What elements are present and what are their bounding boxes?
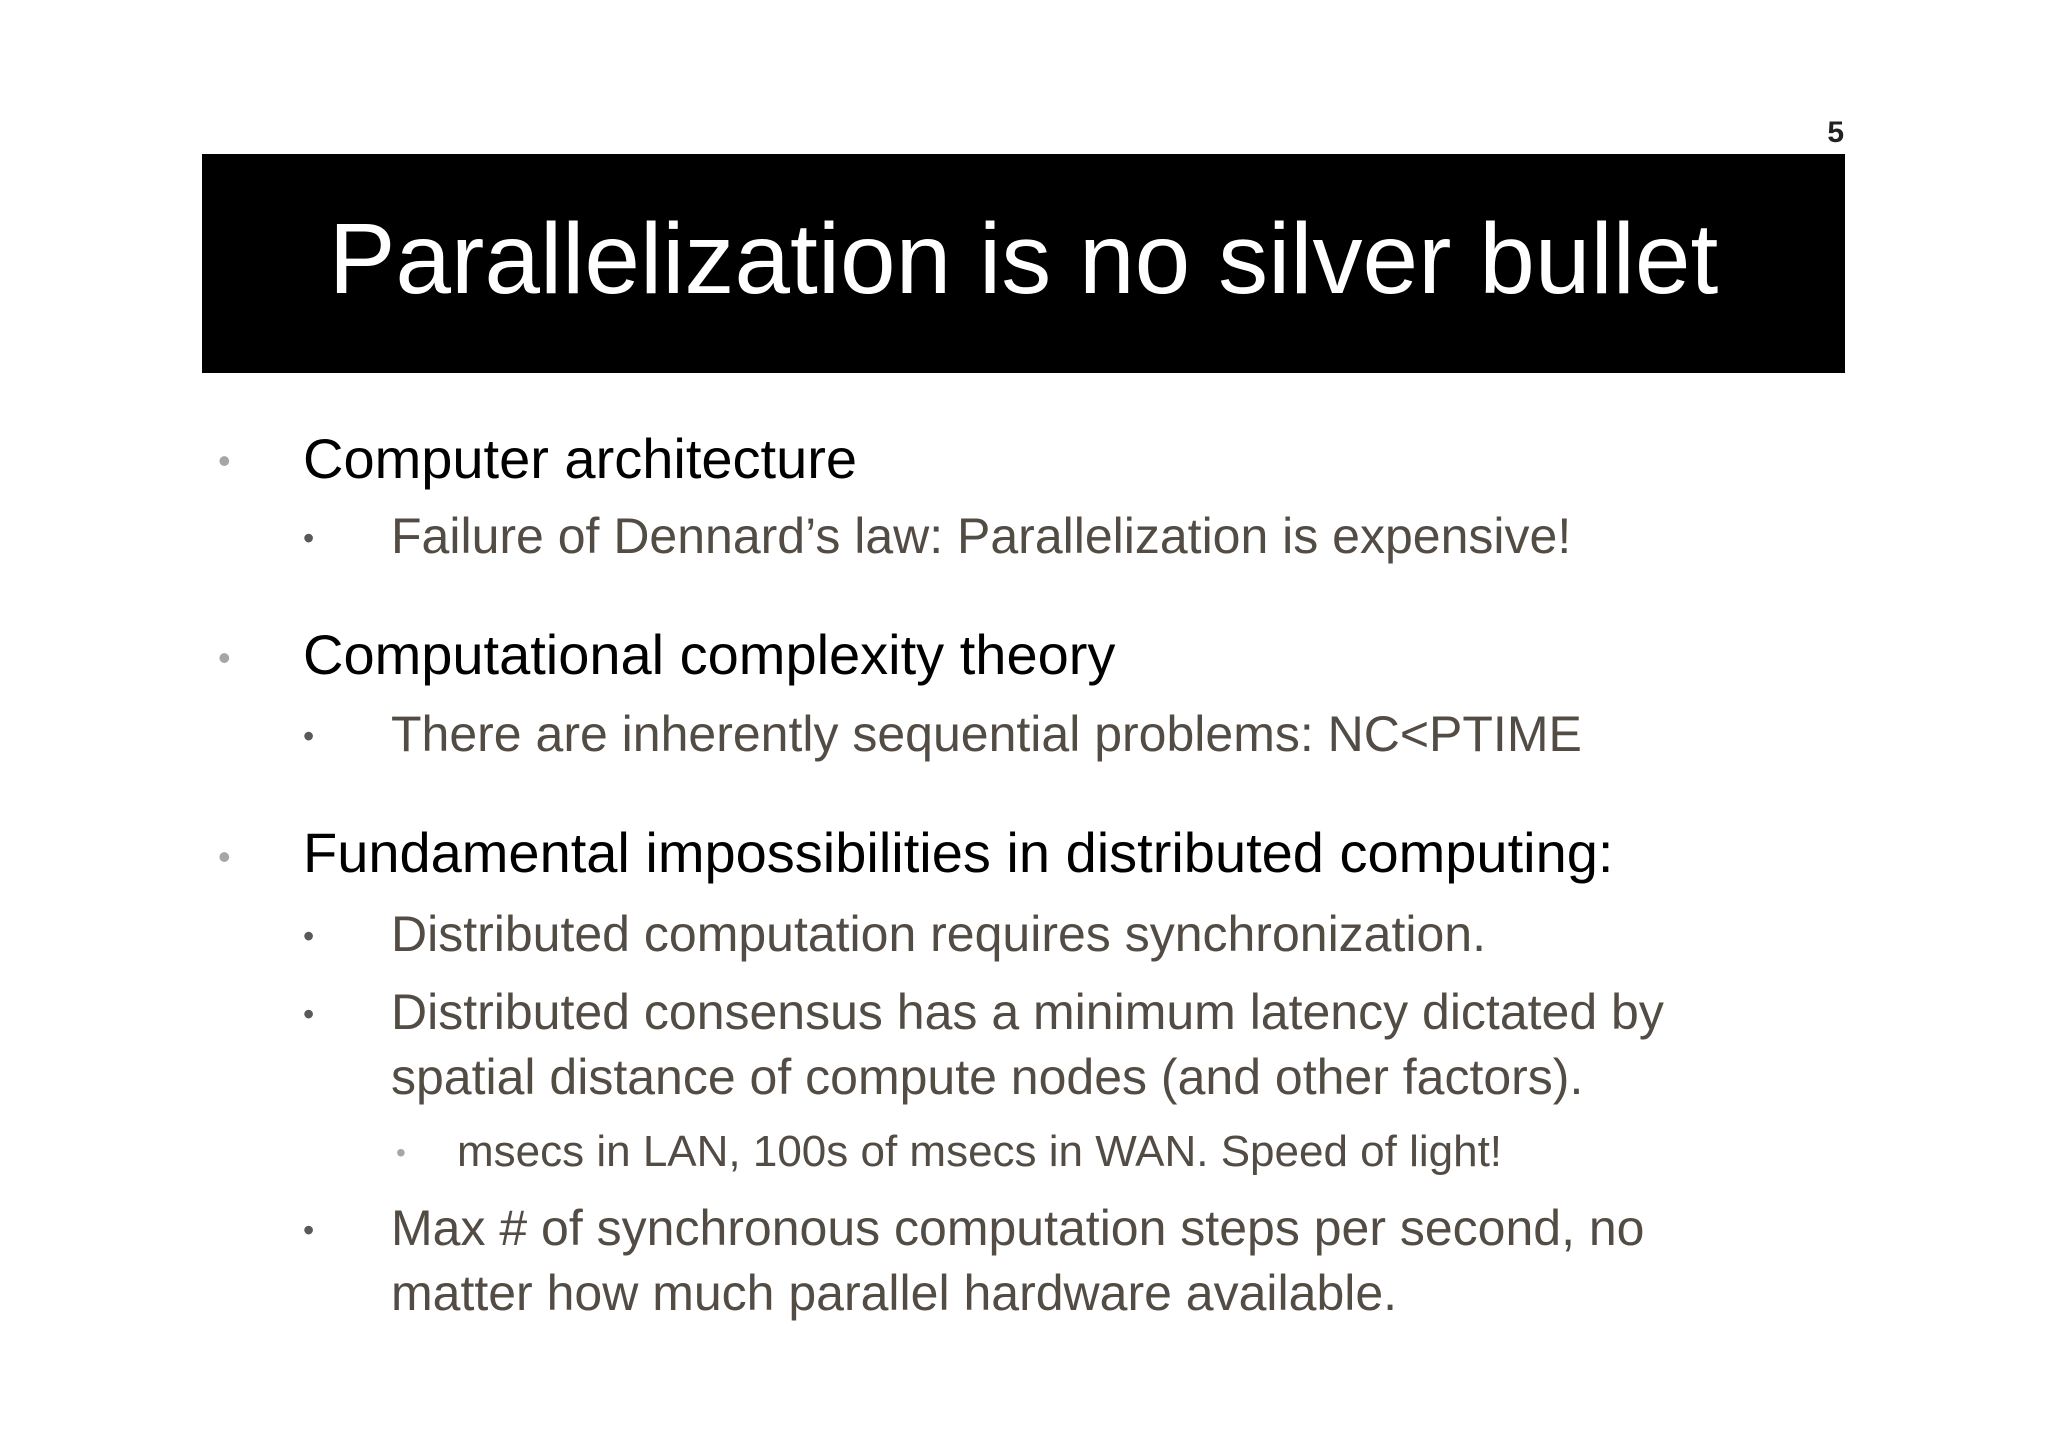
section-heading: Computational complexity theory — [303, 623, 1116, 686]
item-text: Distributed computation requires synchronization. — [391, 906, 1486, 962]
section-bullet: • — [218, 440, 231, 481]
item-text: There are inherently sequential problems: NC<PTIME — [391, 706, 1582, 762]
item-text: Failure of Dennard’s law: Parallelization is expensive! — [391, 508, 1572, 564]
section-heading: Computer architecture — [303, 427, 858, 490]
item-bullet: • — [303, 718, 315, 754]
sub-item-bullet: • — [396, 1137, 406, 1168]
item-bullet: • — [303, 1212, 315, 1248]
item-text: Max # of synchronous computation steps per second, no — [391, 1200, 1645, 1256]
sub-item-text: msecs in LAN, 100s of msecs in WAN. Speed of light! — [457, 1127, 1503, 1176]
item-text-continued: matter how much parallel hardware available. — [391, 1265, 1398, 1321]
slide-title: Parallelization is no silver bullet — [328, 202, 1719, 315]
section-heading: Fundamental impossibilities in distributed computing: — [303, 821, 1614, 884]
item-text-continued: spatial distance of compute nodes (and other factors). — [391, 1049, 1584, 1105]
item-bullet: • — [303, 996, 315, 1032]
page-number: 5 — [1827, 116, 1844, 149]
section-bullet: • — [218, 836, 231, 877]
item-text: Distributed consensus has a minimum latency dictated by — [391, 984, 1664, 1040]
item-bullet: • — [303, 918, 315, 954]
item-bullet: • — [303, 520, 315, 556]
section-bullet: • — [218, 637, 231, 678]
